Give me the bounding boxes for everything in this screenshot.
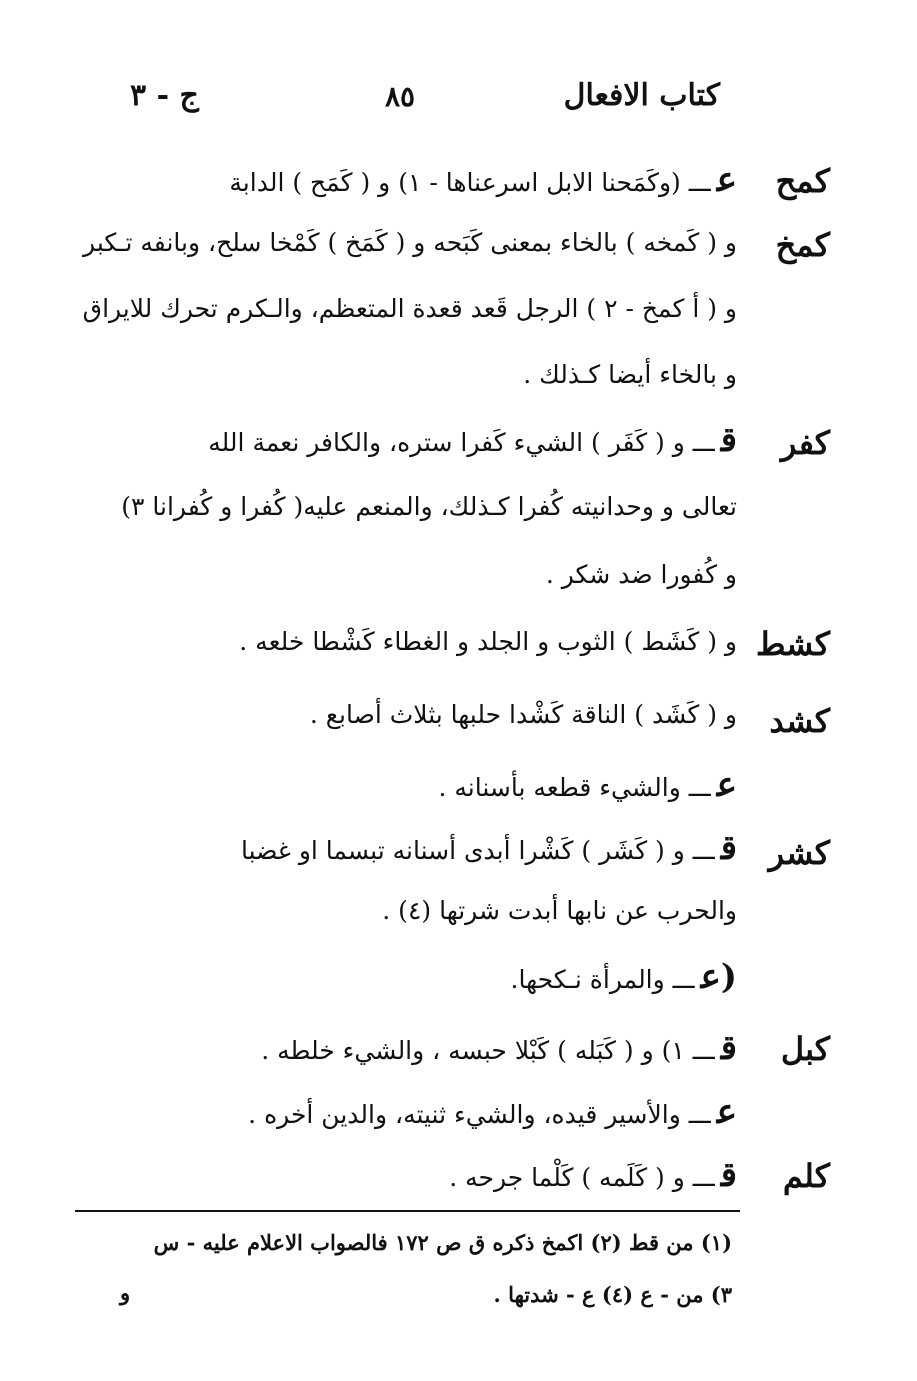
headword: كشط [755,625,830,663]
entry-line [511,957,737,997]
line-text: ـــ ١) و ( كَبَله ) كَبْلا حبسه ، والشيء خلطه . [261,1036,715,1065]
entry [90,1028,830,1078]
source-marker: ق [720,420,737,460]
source-marker: (ع [700,957,737,997]
headword: كلم [782,1157,830,1195]
entry [90,765,830,815]
line-text: و ( كَشَد ) الناقة كَشْدا حلبها بثلاث أصابع . [309,700,737,729]
volume-label: ج - ٣ [130,78,199,113]
line-text: ـــ والمرأة نـكحها. [510,965,695,994]
entry-line [546,560,737,589]
line-text: ـــ و ( كَلَمه ) كَلْما جرحه . [449,1163,715,1192]
line-text: ـــ والشيء قطعه بأسنانه . [438,773,711,802]
source-marker: ع [716,765,737,805]
entry [90,828,830,948]
entry-line [83,228,737,257]
entry [90,1155,830,1205]
line-text: والحرب عن نابها أبدت شرتها (٤) . [382,896,737,925]
line-text: ـــ (وكَمَحنا الابل اسرعناها - ١) و ( كَمَح ) الدابة [229,168,711,197]
entry [90,957,830,1007]
entry-line [523,360,737,389]
entry [90,420,830,600]
line-text: و ( كَشَط ) الثوب و الجلد و الغطاء كَشْطا خلعه . [239,627,737,656]
entry-line [310,700,737,729]
entry [90,1092,830,1142]
entry-line [121,492,737,521]
entry-line [261,1028,737,1068]
entry-line [229,160,737,200]
headword: كفر [780,424,830,462]
entry-line [83,294,737,323]
entry-line [241,828,737,868]
footnote-line: (١) من قط (٢) اكمخ ذكره ق ص ١٧٢ فالصواب الاعلام عليه - س [153,1230,732,1255]
headword: كشد [769,702,830,740]
line-text: و ( كَمخه ) بالخاء بمعنى كَبَحه و ( كَمَخ ) كَمْخا سلح، وبانفه تـكبر [83,228,737,257]
line-text: ـــ و ( كَفَر ) الشيء كَفرا ستره، والكافر نعمة الله [208,428,715,457]
source-marker: ق [720,1028,737,1068]
footnote-divider [75,1210,740,1212]
entry-line [449,1155,737,1195]
headword: كبل [780,1030,830,1068]
headword: كمح [775,162,830,200]
source-marker: ع [716,160,737,200]
page-header [100,78,720,126]
book-title: كتاب الافعال [563,78,720,113]
entry [82,222,830,402]
line-text: ـــ و ( كَشَر ) كَشْرا أبدى أسنانه تبسما او غضبا [240,836,715,865]
entry-line [239,627,737,656]
line-text: و ( أ كمخ - ٢ ) الرجل قَعد قعدة المتعظم، والـكرم تحرك للايراق [82,294,737,323]
entry-line [248,1092,737,1132]
footnote-line: ٣) من - ع (٤) ع - شدتها . [493,1282,732,1307]
entry [90,160,830,210]
source-marker: ق [720,1155,737,1195]
entry-line [208,420,737,460]
entry-line [382,896,737,925]
line-text: و بالخاء أيضا كـذلك . [523,360,737,389]
headword: كمخ [775,226,830,264]
line-text: ـــ والأسير قيده، والشيء ثنيته، والدين أخره . [248,1100,711,1129]
line-text: و كُفورا ضد شكر . [545,560,737,589]
entry-line [438,765,737,805]
source-marker: ق [720,828,737,868]
source-marker: ع [716,1092,737,1132]
footnote-line: و [120,1280,131,1305]
entry [90,625,830,675]
headword: كشر [768,834,830,872]
page-number: ٨٥ [385,80,416,113]
line-text: تعالى و وحدانيته كُفرا كـذلك، والمنعم عليه( كُفرا و كُفرانا ٣) [121,492,737,521]
entry [90,700,830,750]
